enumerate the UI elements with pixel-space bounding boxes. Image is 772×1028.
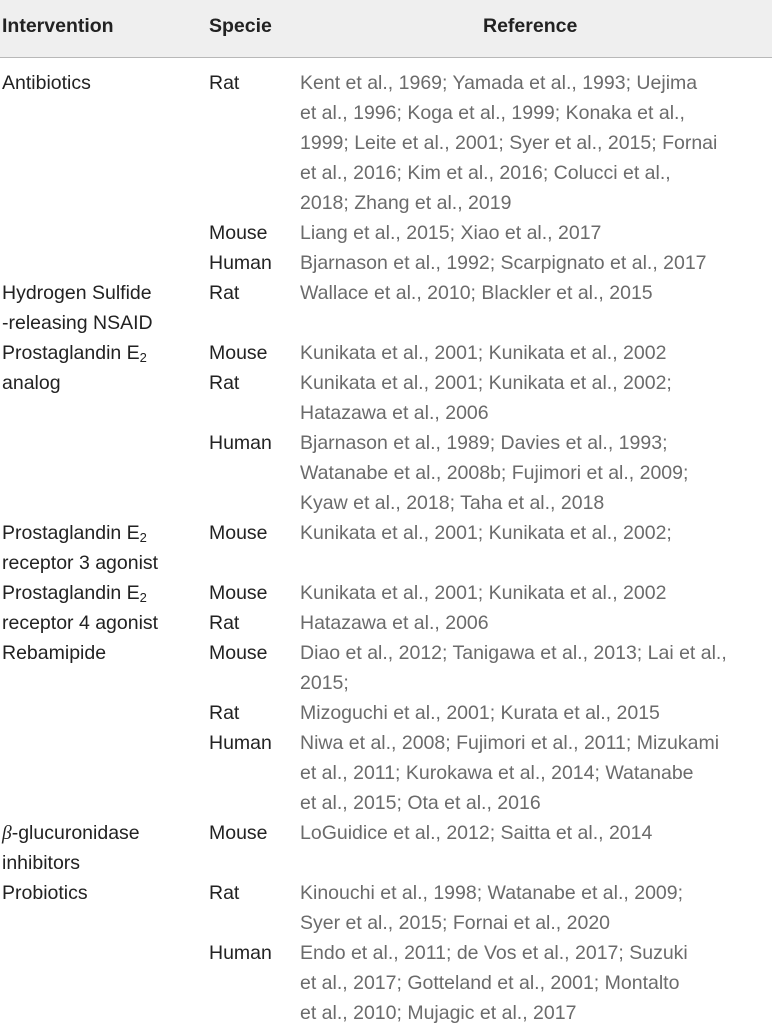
intervention-cell-text: inhibitors bbox=[2, 852, 81, 874]
specie-cell-text: Rat bbox=[209, 282, 240, 304]
reference-cell-text: Hatazawa et al., 2006 bbox=[300, 402, 489, 424]
reference-cell bbox=[300, 188, 511, 218]
specie-cell-text: Rat bbox=[209, 612, 240, 634]
reference-cell-text: et al., 2010; Mujagic et al., 2017 bbox=[300, 1002, 577, 1024]
specie-cell-text: Rat bbox=[209, 882, 240, 904]
reference-cell bbox=[300, 518, 672, 548]
reference-cell-text: Kunikata et al., 2001; Kunikata et al., 2002; bbox=[300, 522, 672, 544]
specie-cell bbox=[209, 428, 272, 458]
subscript: 2 bbox=[139, 350, 147, 365]
intervention-cell bbox=[2, 818, 140, 848]
reference-cell-text: et al., 2016; Kim et al., 2016; Colucci et al., bbox=[300, 162, 671, 184]
reference-cell-text: Kinouchi et al., 1998; Watanabe et al., 2009; bbox=[300, 882, 684, 904]
reference-cell bbox=[300, 998, 576, 1028]
reference-cell bbox=[300, 338, 666, 368]
intervention-cell bbox=[2, 848, 80, 878]
reference-cell bbox=[300, 938, 688, 968]
specie-cell bbox=[209, 728, 272, 758]
reference-cell bbox=[300, 878, 683, 908]
specie-cell-text: Rat bbox=[209, 72, 240, 94]
specie-cell-text: Mouse bbox=[209, 222, 268, 244]
intervention-cell bbox=[2, 278, 152, 308]
specie-cell-text: Human bbox=[209, 252, 272, 274]
specie-cell-text: Mouse bbox=[209, 522, 268, 544]
intervention-cell bbox=[2, 68, 91, 98]
intervention-cell-text: β-glucuronidase bbox=[2, 822, 140, 844]
intervention-cell bbox=[2, 578, 147, 608]
reference-cell-text: 2018; Zhang et al., 2019 bbox=[300, 192, 512, 214]
specie-cell bbox=[209, 698, 239, 728]
specie-cell bbox=[209, 518, 268, 548]
specie-cell bbox=[209, 638, 268, 668]
reference-cell bbox=[300, 788, 541, 818]
specie-cell-text: Mouse bbox=[209, 342, 268, 364]
reference-cell-text: Bjarnason et al., 1989; Davies et al., 1993; bbox=[300, 432, 668, 454]
intervention-cell-text: Hydrogen Sulfide bbox=[2, 282, 152, 304]
reference-cell bbox=[300, 398, 489, 428]
specie-cell bbox=[209, 878, 239, 908]
intervention-cell-text: Probiotics bbox=[2, 882, 88, 904]
specie-cell bbox=[209, 608, 239, 638]
specie-cell-text: Mouse bbox=[209, 582, 268, 604]
reference-cell-text: Syer et al., 2015; Fornai et al., 2020 bbox=[300, 912, 611, 934]
intervention-cell bbox=[2, 338, 147, 368]
reference-cell bbox=[300, 908, 610, 938]
reference-cell bbox=[300, 428, 667, 458]
reference-cell bbox=[300, 278, 653, 308]
reference-cell bbox=[300, 668, 349, 698]
reference-cell bbox=[300, 578, 666, 608]
specie-cell bbox=[209, 938, 272, 968]
reference-cell-text: et al., 2011; Kurokawa et al., 2014; Watanabe bbox=[300, 762, 694, 784]
intervention-cell-text: Prostaglandin E bbox=[2, 582, 140, 604]
specie-cell bbox=[209, 368, 239, 398]
specie-cell-text: Human bbox=[209, 432, 272, 454]
specie-cell-text: Rat bbox=[209, 702, 240, 724]
column-header-specie: Specie bbox=[209, 15, 272, 37]
reference-cell bbox=[300, 968, 679, 998]
specie-cell-text: Mouse bbox=[209, 822, 268, 844]
reference-cell-text: Kent et al., 1969; Yamada et al., 1993; Uejima bbox=[300, 72, 698, 94]
specie-cell bbox=[209, 248, 272, 278]
column-header-intervention: Intervention bbox=[2, 15, 114, 37]
specie-cell bbox=[209, 818, 268, 848]
intervention-cell bbox=[2, 368, 61, 398]
reference-cell-text: Diao et al., 2012; Tanigawa et al., 2013; Lai et al., bbox=[300, 642, 727, 664]
specie-cell-text: Mouse bbox=[209, 642, 268, 664]
reference-cell-text: 2015; bbox=[300, 672, 349, 694]
reference-cell-text: Kunikata et al., 2001; Kunikata et al., 2002; bbox=[300, 372, 672, 394]
specie-cell-text: Rat bbox=[209, 372, 240, 394]
reference-cell-text: Hatazawa et al., 2006 bbox=[300, 612, 489, 634]
reference-cell-text: Kunikata et al., 2001; Kunikata et al., 2002 bbox=[300, 342, 667, 364]
intervention-cell-text: Prostaglandin E bbox=[2, 342, 140, 364]
reference-cell-text: et al., 2015; Ota et al., 2016 bbox=[300, 792, 541, 814]
intervention-cell-text: receptor 4 agonist bbox=[2, 612, 159, 634]
intervention-cell bbox=[2, 308, 153, 338]
reference-cell-text: LoGuidice et al., 2012; Saitta et al., 2014 bbox=[300, 822, 653, 844]
reference-cell bbox=[300, 638, 727, 668]
reference-cell bbox=[300, 128, 717, 158]
specie-cell-text: Human bbox=[209, 732, 272, 754]
intervention-cell bbox=[2, 608, 158, 638]
specie-cell bbox=[209, 218, 268, 248]
intervention-cell-text: -releasing NSAID bbox=[2, 312, 153, 334]
reference-cell bbox=[300, 818, 652, 848]
specie-cell-text: Human bbox=[209, 942, 272, 964]
reference-cell bbox=[300, 698, 660, 728]
reference-cell-text: Mizoguchi et al., 2001; Kurata et al., 2015 bbox=[300, 702, 660, 724]
reference-cell-text: Bjarnason et al., 1992; Scarpignato et al., 2017 bbox=[300, 252, 707, 274]
reference-cell bbox=[300, 218, 601, 248]
intervention-cell bbox=[2, 638, 106, 668]
reference-cell bbox=[300, 728, 719, 758]
reference-cell-text: Watanabe et al., 2008b; Fujimori et al., 2009; bbox=[300, 462, 689, 484]
specie-cell bbox=[209, 338, 268, 368]
intervention-cell-text: Prostaglandin E bbox=[2, 522, 140, 544]
subscript: 2 bbox=[139, 590, 147, 605]
intervention-cell-text: Antibiotics bbox=[2, 72, 91, 94]
specie-cell bbox=[209, 278, 239, 308]
intervention-cell bbox=[2, 548, 158, 578]
reference-cell bbox=[300, 368, 672, 398]
reference-cell-text: Kunikata et al., 2001; Kunikata et al., 2002 bbox=[300, 582, 667, 604]
reference-cell bbox=[300, 608, 489, 638]
reference-cell-text: Niwa et al., 2008; Fujimori et al., 2011; Mizukami bbox=[300, 732, 720, 754]
reference-cell bbox=[300, 98, 685, 128]
intervention-cell bbox=[2, 518, 147, 548]
intervention-cell bbox=[2, 878, 88, 908]
intervention-cell-text: receptor 3 agonist bbox=[2, 552, 159, 574]
reference-cell-text: Kyaw et al., 2018; Taha et al., 2018 bbox=[300, 492, 605, 514]
subscript: 2 bbox=[139, 530, 147, 545]
intervention-cell-text: Rebamipide bbox=[2, 642, 107, 664]
reference-cell bbox=[300, 458, 688, 488]
specie-cell bbox=[209, 68, 239, 98]
intervention-cell-text: analog bbox=[2, 372, 61, 394]
reference-cell bbox=[300, 68, 697, 98]
table-header bbox=[0, 0, 772, 58]
reference-cell bbox=[300, 248, 707, 278]
reference-cell-text: Wallace et al., 2010; Blackler et al., 2015 bbox=[300, 282, 653, 304]
column-header-reference: Reference bbox=[483, 15, 578, 37]
reference-cell-text: 1999; Leite et al., 2001; Syer et al., 2015; Fornai bbox=[300, 132, 718, 154]
specie-cell bbox=[209, 578, 268, 608]
reference-cell bbox=[300, 758, 694, 788]
reference-cell-text: Liang et al., 2015; Xiao et al., 2017 bbox=[300, 222, 602, 244]
reference-cell-text: Endo et al., 2011; de Vos et al., 2017; Suzuki bbox=[300, 942, 688, 964]
reference-cell bbox=[300, 158, 671, 188]
reference-cell bbox=[300, 488, 604, 518]
reference-cell-text: et al., 1996; Koga et al., 1999; Konaka et al., bbox=[300, 102, 685, 124]
reference-cell-text: et al., 2017; Gotteland et al., 2001; Montalto bbox=[300, 972, 680, 994]
